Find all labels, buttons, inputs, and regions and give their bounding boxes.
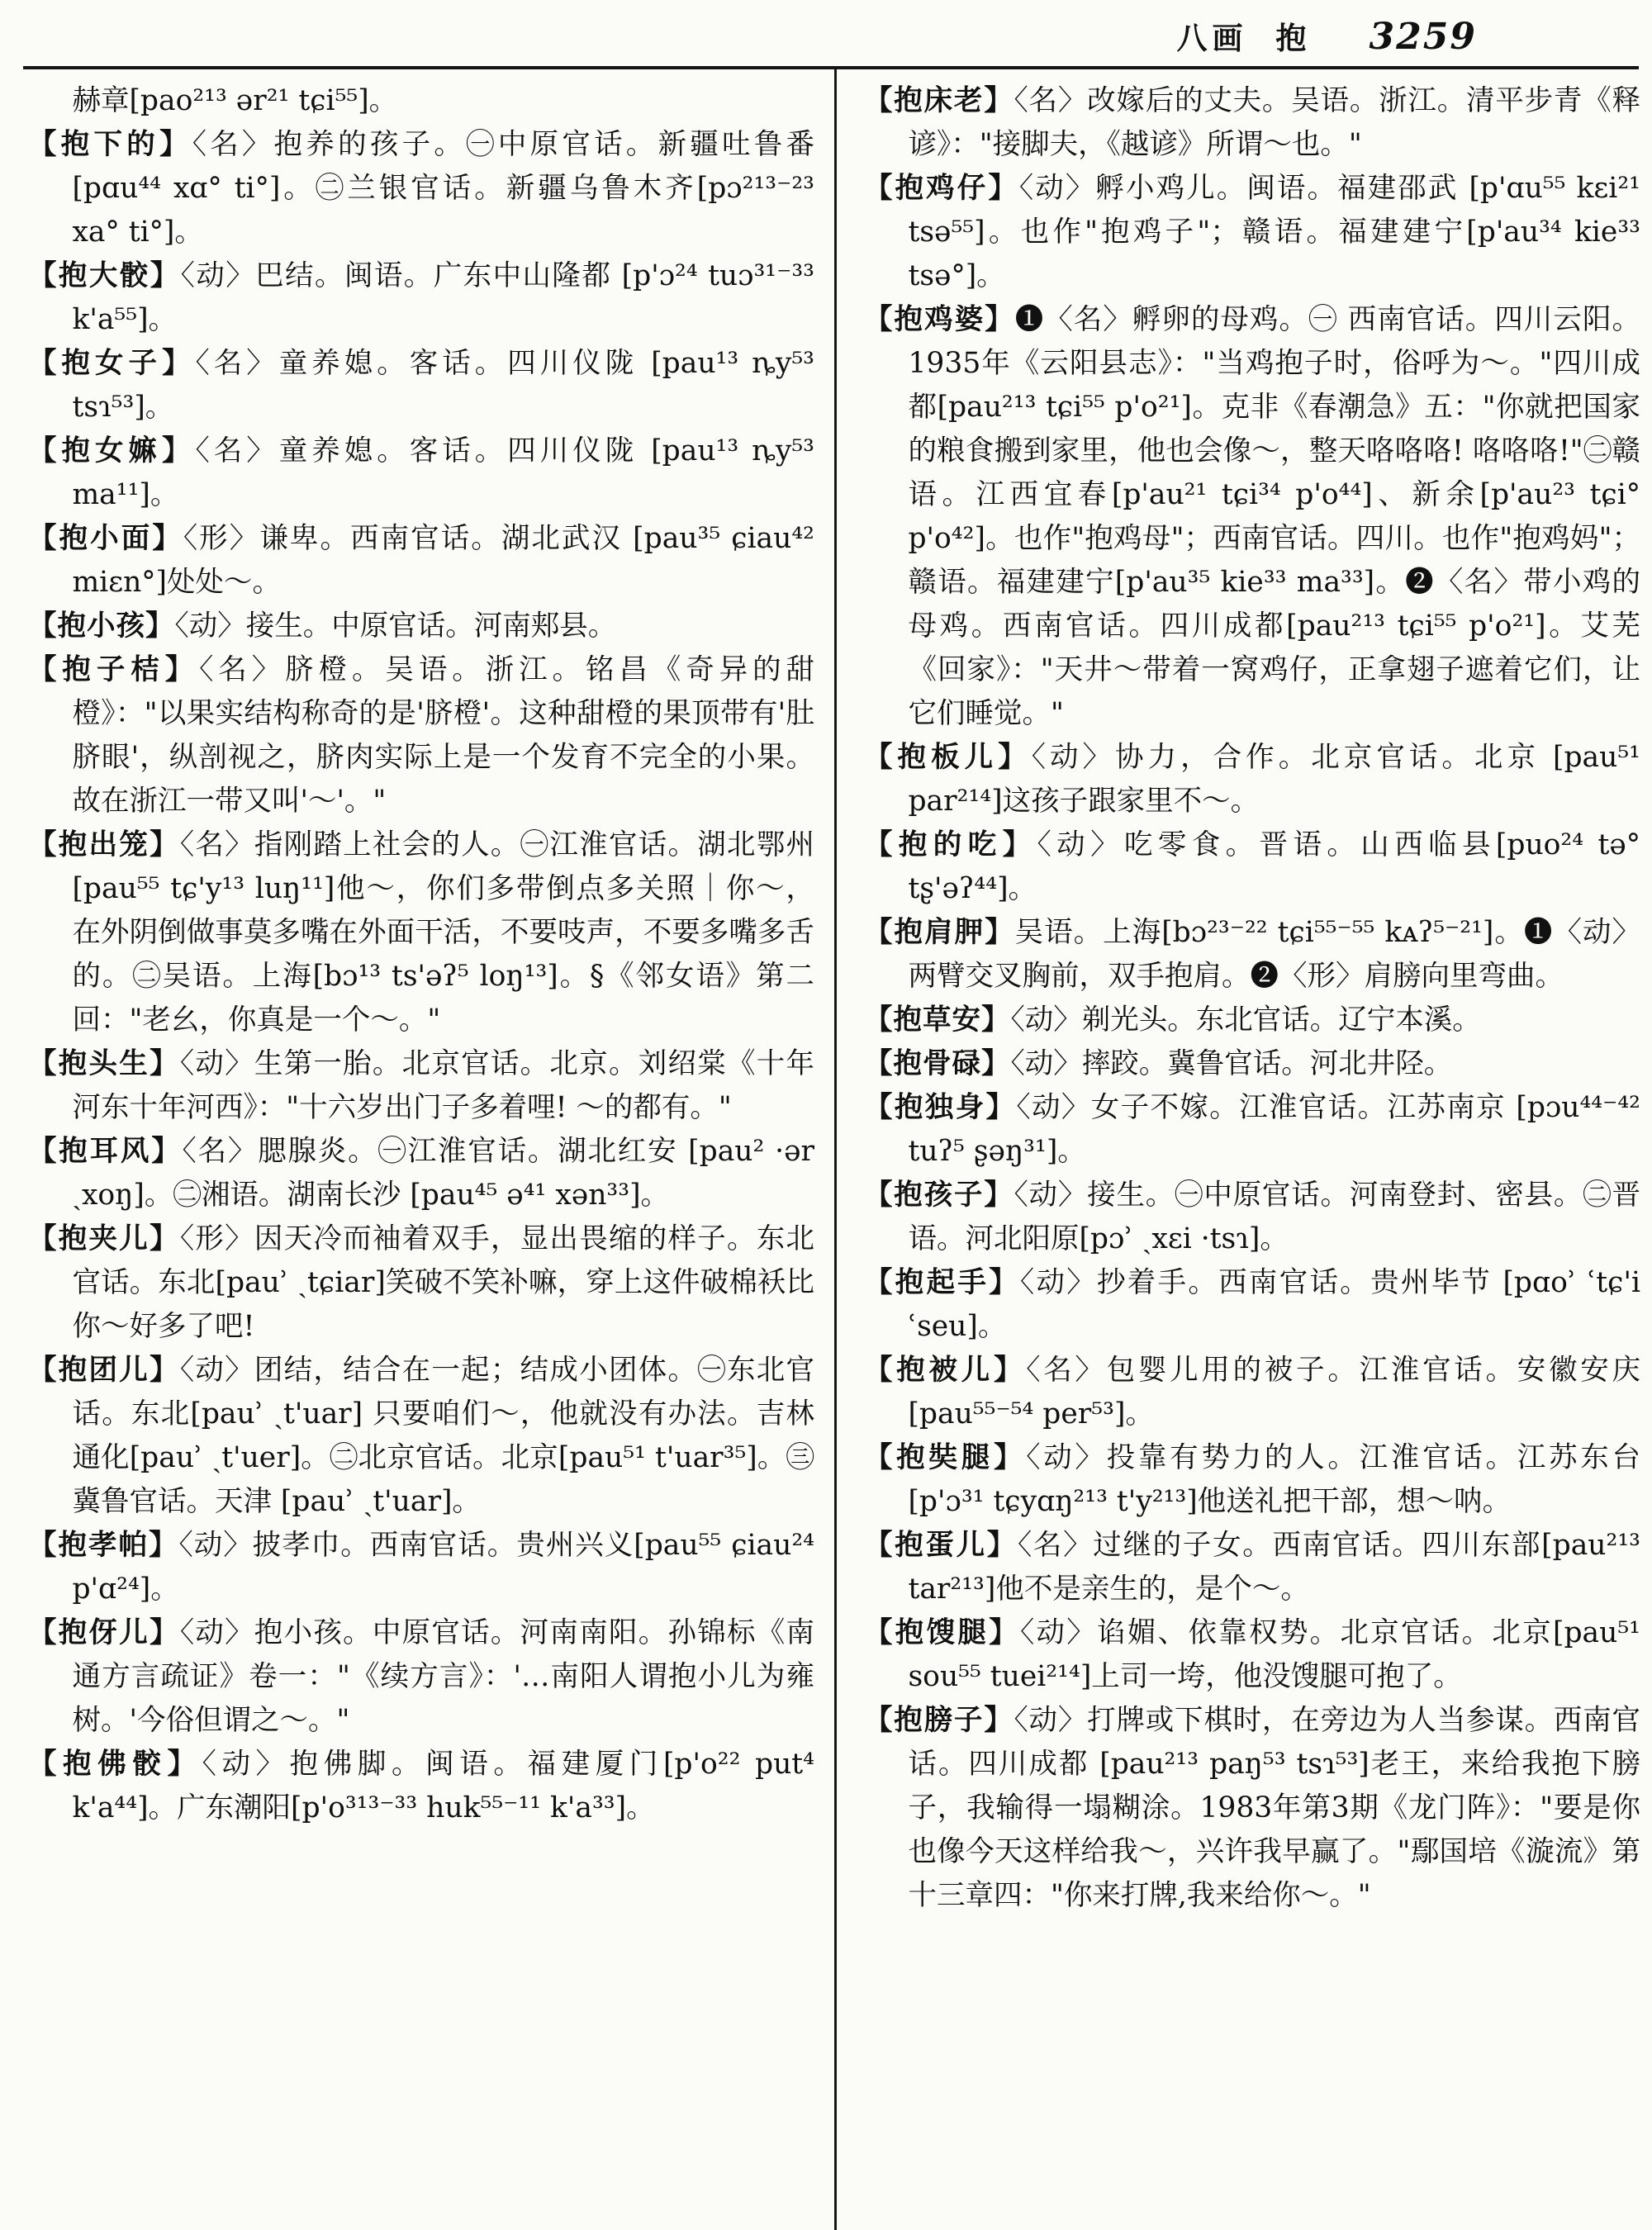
dictionary-entry [864, 1699, 1640, 1918]
entry-headword: 【抱板儿】 [864, 741, 1032, 774]
entry-headword: 【抱独身】 [864, 1091, 1017, 1124]
dictionary-entry [28, 342, 814, 429]
entry-body: 〈名〉童养媳。客话。四川仪陇 [pau¹³ ȵy⁵³ ma¹¹]。 [72, 434, 815, 511]
entry-body: 〈动〉投靠有势力的人。江淮官话。江苏东台[p'ɔ³¹ tɕyɑŋ²¹³ t'y²¹³]他送礼把干部，想～呐。 [908, 1441, 1641, 1518]
dictionary-entry [28, 254, 814, 342]
dictionary-entry [28, 1349, 814, 1524]
entry-headword: 【抱起手】 [864, 1266, 1020, 1299]
entry-body: 〈形〉因天冷而袖着双手，显出畏缩的样子。东北官话。东北[pauʾ ˎtɕiar]笑破不笑补嘛，穿上这件破棉袄比你～好多了吧! [72, 1222, 815, 1343]
column-right [864, 79, 1640, 1918]
entry-body: 〈动〉协力，合作。北京官话。北京 [pau⁵¹ par²¹⁴]这孩子跟家里不～。 [908, 741, 1640, 818]
entry-headword: 【抱子桔】 [28, 653, 200, 686]
dictionary-entry [864, 1349, 1640, 1436]
entry-headword: 【抱伢儿】 [28, 1616, 180, 1649]
entry-headword: 【抱孝帕】 [28, 1529, 179, 1562]
dictionary-entry [28, 79, 814, 123]
dictionary-entry [28, 823, 814, 1042]
entry-body: 〈动〉抱小孩。中原官话。河南南阳。孙锦标《南通方言疏证》卷一："《续方言》：'…南阳人谓抱小儿为雍树。'今俗但谓之～。" [72, 1616, 815, 1737]
entry-body: 〈动〉剃光头。东北官话。辽宁本溪。 [1010, 1004, 1481, 1037]
dictionary-entry [864, 1261, 1640, 1349]
page-number: 3259 [1369, 16, 1477, 58]
entry-body: 〈动〉孵小鸡儿。闽语。福建邵武 [p'ɑu⁵⁵ kɛi²¹ tsə⁵⁵]。也作"抱鸡子"；赣语。福建建宁[p'au³⁴ kie³³ tsə°]。 [908, 172, 1640, 292]
dictionary-entry [864, 736, 1640, 823]
dictionary-entry [28, 1042, 814, 1130]
dictionary-entry [864, 999, 1640, 1042]
entry-headword: 【抱的吃】 [864, 828, 1037, 861]
entry-headword: 【抱下的】 [28, 128, 192, 161]
dictionary-entry [28, 1130, 814, 1217]
dictionary-entry [864, 1174, 1640, 1261]
entry-body: 〈名〉过继的子女。西南官话。四川东部[pau²¹³ tar²¹³]他不是亲生的，是个～。 [908, 1529, 1641, 1606]
entry-body: 〈动〉摔跤。冀鲁官话。河北井陉。 [1010, 1047, 1453, 1080]
entry-body: 〈动〉抱佛脚。闽语。福建厦门[p'o²² put⁴ k'a⁴⁴]。广东潮阳[p'o³¹³⁻³³ huk⁵⁵⁻¹¹ k'a³³]。 [72, 1748, 814, 1824]
column-left [28, 79, 814, 1830]
dictionary-entry [864, 823, 1640, 911]
entry-body: 〈动〉抄着手。西南官话。贵州毕节 [pɑoʾ ʿtɕ'i ʿseu]。 [908, 1266, 1640, 1343]
page-header [0, 7, 1652, 58]
dictionary-entry [28, 648, 814, 823]
entry-headword: 【抱耳风】 [28, 1135, 183, 1168]
entry-headword: 【抱鸡仔】 [864, 172, 1019, 205]
dictionary-entry [28, 605, 814, 648]
entry-headword: 【抱小孩】 [28, 610, 175, 643]
entry-body: 〈动〉谄媚、依靠权势。北京官话。北京[pau⁵¹ sou⁵⁵ tuei²¹⁴]上司一垮，他没馊腿可抱了。 [908, 1616, 1640, 1693]
dictionary-entry [28, 1743, 814, 1830]
dictionary-entry [864, 911, 1640, 999]
dictionary-entry [28, 517, 814, 605]
entry-headword: 【抱肩胛】 [864, 916, 1015, 949]
dictionary-entry [28, 1524, 814, 1611]
dictionary-entry [28, 1217, 814, 1349]
dictionary-entry [28, 123, 814, 254]
entry-body: 〈动〉团结，结合在一起；结成小团体。㊀东北官话。东北[pauʾ ˎt'uar] 只要咱们～，他就没有办法。吉林通化[pauʾ ˎt'uer]。㊁北京官话。北京[pau⁵¹ t'uar³⁵]。㊂冀鲁官话。天津 [pauʾ ˎt'uar]。 [72, 1354, 815, 1518]
entry-headword: 【抱骨碌】 [864, 1047, 1011, 1080]
dictionary-entry [864, 1436, 1640, 1524]
dictionary-entry [28, 429, 814, 517]
entry-body: 〈名〉改嫁后的丈夫。吴语。浙江。清平步青《释谚》："接脚夫，《越谚》所谓～也。" [908, 84, 1641, 161]
entry-headword: 【抱蛋儿】 [864, 1529, 1018, 1562]
entry-body: 〈名〉指刚踏上社会的人。㊀江淮官话。湖北鄂州[pau⁵⁵ tɕ'y¹³ luŋ¹¹]他～，你们多带倒点多关照｜你～，在外阴倒做事莫多嘴在外面干活，不要吱声，不要多嘴多舌的。㊁吴语。上海[bɔ¹³ ts'əʔ⁵ loŋ¹³]。§《邻女语》第二回："老幺，你真是一个～。" [72, 828, 815, 1037]
entry-headword: 【抱膀子】 [864, 1704, 1014, 1737]
entry-body: 〈动〉生第一胎。北京官话。北京。刘绍棠《十年河东十年河西》："十六岁出门子多着哩! ～的都有。" [72, 1047, 815, 1124]
dictionary-entry [864, 1042, 1640, 1086]
entry-body: 〈动〉打牌或下棋时，在旁边为人当参谋。西南官话。四川成都 [pau²¹³ paŋ⁵³ tsɿ⁵³]老王，来给我抱下膀子，我输得一塌糊涂。1983年第3期《龙门阵》："要是你也像今天这样给我～，兴许我早赢了。"鄢国培《漩流》第十三章四："你来打牌,我来给你～。" [908, 1704, 1641, 1912]
entry-headword: 【抱出笼】 [28, 828, 180, 861]
dictionary-entry [864, 1611, 1640, 1699]
entry-character: 抱 [1275, 20, 1312, 56]
entry-headword: 【抱床老】 [864, 84, 1014, 117]
entry-body: 〈动〉接生。㊀中原官话。河南登封、密县。㊁晋语。河北阳原[pɔʾ ˎxɛi ·tsɿ]。 [908, 1179, 1641, 1255]
entry-headword: 【抱被儿】 [864, 1354, 1027, 1387]
dictionary-entry [864, 298, 1640, 736]
entry-headword: 【抱馊腿】 [864, 1616, 1020, 1649]
entry-body: 〈形〉谦卑。西南官话。湖北武汉 [pau³⁵ ɕiau⁴² miɛn°]处处～。 [72, 522, 815, 599]
entry-body: 〈名〉包婴儿用的被子。江淮官话。安徽安庆[pau⁵⁵⁻⁵⁴ per⁵³]。 [908, 1354, 1641, 1431]
entry-body: 〈动〉吃零食。晋语。山西临县[puo²⁴ tə° tʂ'əʔ⁴⁴]。 [908, 828, 1640, 905]
header-rule [23, 66, 1639, 69]
entry-headword: 【抱团儿】 [28, 1354, 180, 1387]
section-label: 八画 [1176, 20, 1248, 56]
dictionary-entry [864, 167, 1640, 298]
entry-body: 〈名〉脐橙。吴语。浙江。铭昌《奇异的甜橙》："以果实结构称奇的是'脐橙'。这种甜橙的果顶带有'肚脐眼'，纵剖视之，脐肉实际上是一个发育不完全的小果。故在浙江一带又叫'～'。" [72, 653, 815, 818]
entry-body: 〈动〉巴结。闽语。广东中山隆都 [p'ɔ²⁴ tuɔ³¹⁻³³ k'a⁵⁵]。 [72, 259, 815, 336]
dictionary-entry [864, 1086, 1640, 1174]
entry-body: 〈名〉抱养的孩子。㊀中原官话。新疆吐鲁番 [pɑu⁴⁴ xɑ° ti°]。㊁兰银官话。新疆乌鲁木齐[pɔ²¹³⁻²³ xa° ti°]。 [72, 128, 815, 249]
entry-headword: 【抱夹儿】 [28, 1222, 180, 1255]
entry-body: 〈动〉接生。中原官话。河南郏县。 [174, 610, 617, 643]
column-divider [834, 69, 837, 2230]
entry-body: 吴语。上海[bɔ²³⁻²² tɕi⁵⁵⁻⁵⁵ kᴀʔ⁵⁻²¹]。❶〈动〉两臂交叉胸前，双手抱肩。❷〈形〉肩膀向里弯曲。 [908, 916, 1640, 993]
entry-body: 〈动〉女子不嫁。江淮官话。江苏南京 [pɔu⁴⁴⁻⁴² tuʔ⁵ ʂəŋ³¹]。 [908, 1091, 1640, 1168]
dictionary-entry [864, 1524, 1640, 1611]
entry-headword: 【抱孩子】 [864, 1179, 1014, 1212]
entry-headword: 【抱鸡婆】 [864, 303, 1015, 336]
entry-body: 〈动〉披孝巾。西南官话。贵州兴义[pau⁵⁵ ɕiau²⁴ p'ɑ²⁴]。 [72, 1529, 815, 1606]
entry-body: ❶〈名〉孵卵的母鸡。㊀ 西南官话。四川云阳。1935年《云阳县志》："当鸡抱子时，俗呼为～。"四川成都[pau²¹³ tɕi⁵⁵ p'o²¹]。克非《春潮急》五："你就把国家的粮食搬到家里，他也会像～，整天咯咯咯! 咯咯咯!"㊁赣语。江西宜春[p'au²¹ tɕi³⁴ p'o⁴⁴]、新余[p'au²³ tɕi° p'o⁴²]。也作"抱鸡母"；西南官话。四川。也作"抱鸡妈"；赣语。福建建宁[p'au³⁵ kie³³ ma³³]。❷〈名〉带小鸡的母鸡。西南官话。四川成都[pau²¹³ tɕi⁵⁵ p'o²¹]。艾芜《回家》："天井～带着一窝鸡仔，正拿翅子遮着它们，让它们睡觉。" [908, 303, 1641, 730]
entry-headword: 【抱女子】 [28, 347, 196, 380]
entry-headword: 【抱小面】 [28, 522, 183, 555]
entry-headword: 【抱奘腿】 [864, 1441, 1027, 1474]
entry-headword: 【抱头生】 [28, 1047, 180, 1080]
dictionary-entry [28, 1611, 814, 1743]
dictionary-entry [864, 79, 1640, 167]
entry-body: 赫章[pao²¹³ ər²¹ tɕi⁵⁵]。 [72, 84, 398, 117]
entry-headword: 【抱草安】 [864, 1004, 1011, 1037]
entry-body: 〈名〉腮腺炎。㊀江淮官话。湖北红安 [pau² ·ər ˎxoŋ]。㊁湘语。湖南长沙 [pau⁴⁵ ə⁴¹ xən³³]。 [72, 1135, 814, 1212]
entry-body: 〈名〉童养媳。客话。四川仪陇 [pau¹³ ȵy⁵³ tsɿ⁵³]。 [72, 347, 815, 424]
entry-headword: 【抱佛骹】 [28, 1748, 202, 1781]
entry-headword: 【抱大骹】 [28, 259, 181, 292]
entry-headword: 【抱女嫲】 [28, 434, 196, 467]
